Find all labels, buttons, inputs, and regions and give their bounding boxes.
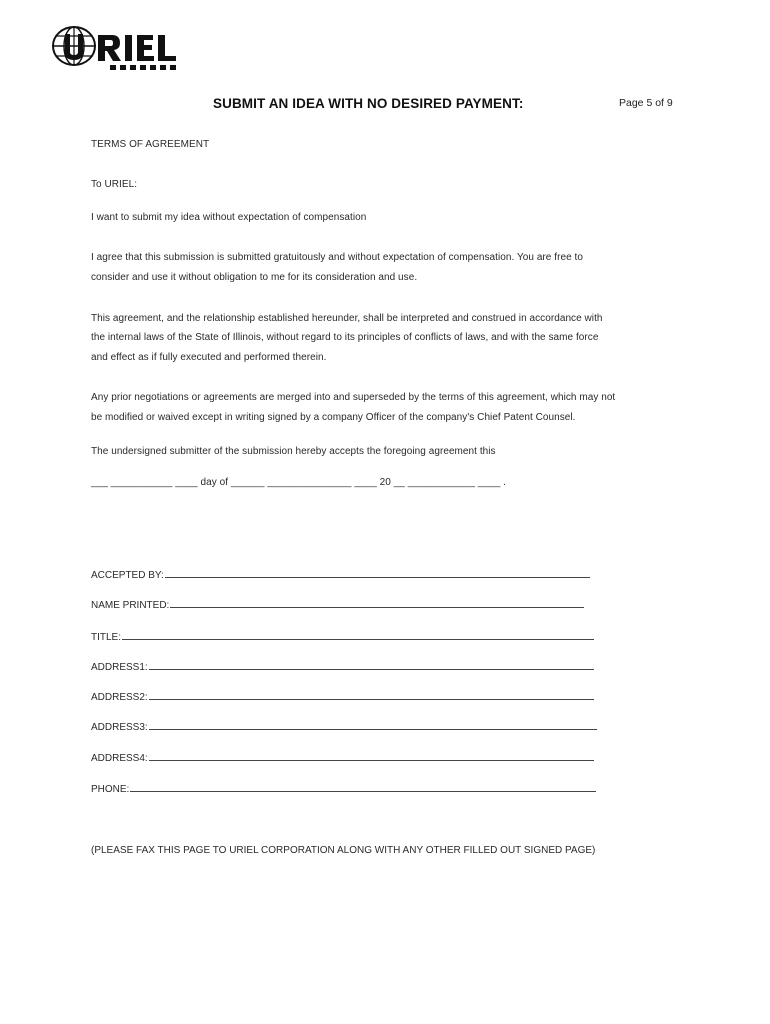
fax-instruction: (PLEASE FAX THIS PAGE TO URIEL CORPORATION ALONG WITH ANY OTHER FILLED OUT SIGNED PAGE) [91,845,596,856]
address3-field[interactable] [91,721,597,733]
paragraph-1-line-1: I agree that this submission is submitted gratuitously and without expectation of compensation. You are free to [91,252,583,263]
name-printed-input-line[interactable] [170,599,584,608]
title-field[interactable] [91,631,594,643]
document-header [0,96,770,116]
accepted-by-field[interactable] [91,569,590,581]
address1-input-line[interactable] [149,661,594,670]
address2-field[interactable] [91,691,594,703]
paragraph-3-line-2: be modified or waived except in writing signed by a company Officer of the company's Chief Patent Counsel. [91,412,576,423]
intent-statement: I want to submit my idea without expectation of compensation [91,212,367,223]
accepted-by-input-line[interactable] [165,569,590,578]
salutation: To URIEL: [91,179,138,190]
address4-input-line[interactable] [149,752,594,761]
name-printed-field[interactable] [91,599,584,611]
address2-label: ADDRESS2: [91,692,148,703]
globe-logo-icon [50,26,185,72]
accepted-by-label: ACCEPTED BY: [91,570,164,581]
page-number: Page 5 of 9 [619,97,673,109]
address1-field[interactable] [91,661,594,673]
document-title: SUBMIT AN IDEA WITH NO DESIRED PAYMENT: [213,96,524,111]
paragraph-2-line-2: the internal laws of the State of Illinois, without regard to its principles of conflicts of laws, and with the same force [91,332,599,343]
phone-field[interactable] [91,783,596,795]
paragraph-3-line-1: Any prior negotiations or agreements are merged into and superseded by the terms of this agreement, which may not [91,392,616,403]
address4-label: ADDRESS4: [91,753,148,764]
paragraph-2-line-3: and effect as if fully executed and performed therein. [91,352,327,363]
title-input-line[interactable] [122,631,594,640]
address3-label: ADDRESS3: [91,722,148,733]
terms-heading: TERMS OF AGREEMENT [91,139,210,150]
address1-label: ADDRESS1: [91,662,148,673]
paragraph-2-line-1: This agreement, and the relationship established hereunder, shall be interpreted and construed in accordance with [91,313,603,324]
title-label: TITLE: [91,632,122,643]
address2-input-line[interactable] [149,691,594,700]
uriel-logo [50,26,185,72]
name-printed-label: NAME PRINTED: [91,600,170,611]
date-line[interactable]: ___ ___________ ____ day of ______ _______________ ____ 20 __ ____________ ____ . [91,477,507,488]
phone-input-line[interactable] [130,783,596,792]
address3-input-line[interactable] [149,721,597,730]
acceptance-statement: The undersigned submitter of the submission hereby accepts the foregoing agreement this [91,446,496,457]
phone-label: PHONE: [91,784,130,795]
address4-field[interactable] [91,752,594,764]
paragraph-1-line-2: consider and use it without obligation to me for its consideration and use. [91,272,418,283]
